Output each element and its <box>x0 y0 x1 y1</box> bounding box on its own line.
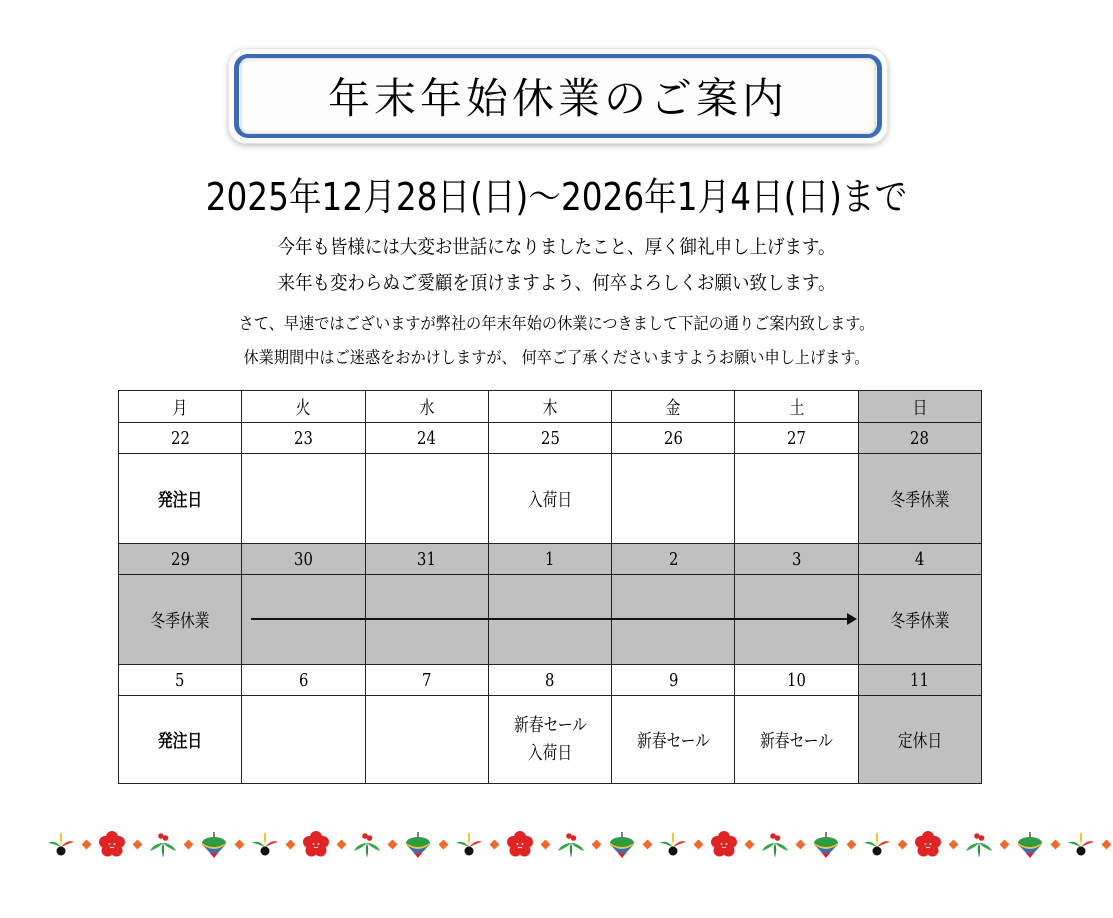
date-cell: 10 <box>735 665 858 696</box>
date-cell-holiday: 4 <box>858 544 981 575</box>
spinning-top-icon <box>607 829 637 859</box>
event-cell-regular-holiday: 定休日 <box>858 696 981 784</box>
weekday-thu: 木 <box>488 391 611 423</box>
diamond-separator-icon <box>847 839 857 849</box>
diamond-separator-icon <box>1102 839 1112 849</box>
hane-shuttlecock-icon <box>1066 829 1096 859</box>
diamond-separator-icon <box>133 839 143 849</box>
event-cell-empty <box>242 454 365 544</box>
plum-blossom-icon <box>505 829 535 859</box>
event-cell-order-day: 発注日 <box>119 696 242 784</box>
diamond-separator-icon <box>592 839 602 849</box>
date-cell: 25 <box>488 423 611 454</box>
plum-blossom-icon <box>301 829 331 859</box>
date-cell-holiday: 30 <box>242 544 365 575</box>
weekday-fri: 金 <box>612 391 735 423</box>
message-line-1: 今年も皆様には大変お世話になりましたこと、厚く御礼申し上げます。 <box>277 236 836 258</box>
hane-shuttlecock-icon <box>454 829 484 859</box>
diamond-separator-icon <box>541 839 551 849</box>
event-cell-arrival-day: 入荷日 <box>488 454 611 544</box>
diamond-separator-icon <box>286 839 296 849</box>
event-cell-new-year-sale: 新春セール <box>735 696 858 784</box>
new-year-decorative-border <box>46 826 1056 862</box>
date-cell: 23 <box>242 423 365 454</box>
date-cell: 6 <box>242 665 365 696</box>
diamond-separator-icon <box>694 839 704 849</box>
diamond-separator-icon <box>643 839 653 849</box>
weekday-header-row <box>119 391 982 423</box>
week-1-dates <box>119 423 982 454</box>
diamond-separator-icon <box>796 839 806 849</box>
hane-shuttlecock-icon <box>250 829 280 859</box>
diamond-separator-icon <box>745 839 755 849</box>
weekday-wed: 水 <box>365 391 488 423</box>
event-cell-empty <box>365 696 488 784</box>
diamond-separator-icon <box>898 839 908 849</box>
bamboo-leaves-icon <box>964 829 994 859</box>
date-cell: 24 <box>365 423 488 454</box>
closure-span-arrow <box>251 618 849 620</box>
date-cell-holiday: 2 <box>612 544 735 575</box>
diamond-separator-icon <box>439 839 449 849</box>
event-cell-empty <box>242 696 365 784</box>
hane-shuttlecock-icon <box>862 829 892 859</box>
event-cell-empty <box>735 454 858 544</box>
spinning-top-icon <box>1015 829 1045 859</box>
date-cell-holiday: 3 <box>735 544 858 575</box>
event-cell-winter-closure: 冬季休業 <box>119 575 242 665</box>
message-line-3: さて、早速ではございますが弊社の年末年始の休業につきまして下記の通りご案内致します。 <box>238 314 875 333</box>
event-cell-new-year-sale: 新春セール <box>612 696 735 784</box>
date-cell: 7 <box>365 665 488 696</box>
bamboo-leaves-icon <box>352 829 382 859</box>
diamond-separator-icon <box>490 839 500 849</box>
week-3-events <box>119 696 982 784</box>
diamond-separator-icon <box>337 839 347 849</box>
diamond-separator-icon <box>235 839 245 849</box>
date-cell: 9 <box>612 665 735 696</box>
closure-period: 2025年12月28日(日)〜2026年1月4日(日)まで <box>205 175 908 219</box>
message-line-2: 来年も変わらぬご愛顧を頂けますよう、何卒よろしくお願い致します。 <box>277 272 836 294</box>
hane-shuttlecock-icon <box>46 829 76 859</box>
event-cell-empty <box>365 454 488 544</box>
spinning-top-icon <box>403 829 433 859</box>
plum-blossom-icon <box>913 829 943 859</box>
arrow-head-icon <box>847 613 857 625</box>
weekday-sun: 日 <box>858 391 981 423</box>
diamond-separator-icon <box>184 839 194 849</box>
event-cell-empty <box>612 454 735 544</box>
weekday-tue: 火 <box>242 391 365 423</box>
spinning-top-icon <box>199 829 229 859</box>
date-cell: 27 <box>735 423 858 454</box>
event-cell-winter-closure: 冬季休業 <box>858 454 981 544</box>
plum-blossom-icon <box>97 829 127 859</box>
bamboo-leaves-icon <box>760 829 790 859</box>
date-cell: 8 <box>488 665 611 696</box>
date-cell-holiday: 1 <box>488 544 611 575</box>
message-line-4: 休業期間中はご迷惑をおかけしますが、 何卒ご了承くださいますようお願い申し上げます。 <box>243 348 870 367</box>
title-frame <box>228 48 888 144</box>
diamond-separator-icon <box>82 839 92 849</box>
diamond-separator-icon <box>949 839 959 849</box>
bamboo-leaves-icon <box>148 829 178 859</box>
page-title: 年末年始休業のご案内 <box>327 74 788 123</box>
weekday-mon: 月 <box>119 391 242 423</box>
date-cell-holiday: 11 <box>858 665 981 696</box>
date-cell-holiday: 29 <box>119 544 242 575</box>
weekday-sat: 土 <box>735 391 858 423</box>
hane-shuttlecock-icon <box>658 829 688 859</box>
diamond-separator-icon <box>388 839 398 849</box>
week-1-events <box>119 454 982 544</box>
bamboo-leaves-icon <box>556 829 586 859</box>
date-cell-holiday: 28 <box>858 423 981 454</box>
event-cell-winter-closure: 冬季休業 <box>858 575 981 665</box>
diamond-separator-icon <box>1000 839 1010 849</box>
title-frame-inner <box>240 58 876 134</box>
diamond-separator-icon <box>1051 839 1061 849</box>
event-cell-sale-and-arrival: 新春セール 入荷日 <box>488 696 611 784</box>
date-cell-holiday: 31 <box>365 544 488 575</box>
date-cell: 22 <box>119 423 242 454</box>
plum-blossom-icon <box>709 829 739 859</box>
event-cell-order-day: 発注日 <box>119 454 242 544</box>
week-2-dates <box>119 544 982 575</box>
spinning-top-icon <box>811 829 841 859</box>
date-cell: 26 <box>612 423 735 454</box>
date-cell: 5 <box>119 665 242 696</box>
holiday-calendar <box>118 390 982 784</box>
week-3-dates <box>119 665 982 696</box>
